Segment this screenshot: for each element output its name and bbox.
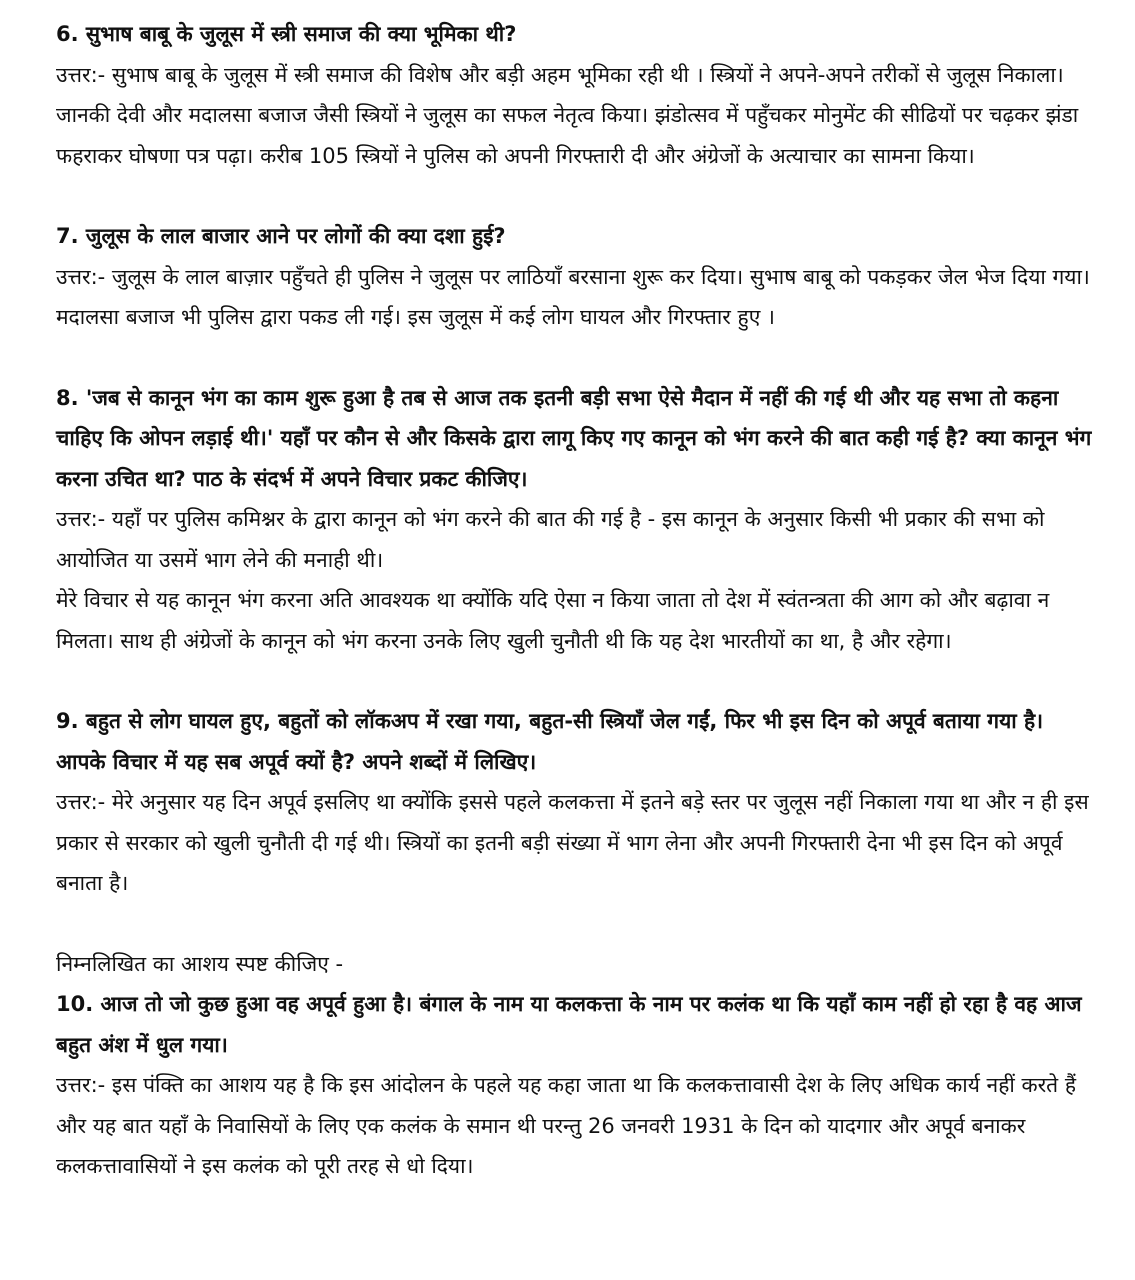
section-label: निम्नलिखित का आशय स्पष्ट कीजिए -	[56, 951, 344, 976]
answer-paragraph: मेरे विचार से यह कानून भंग करना अति आवश्यक था क्योंकि यदि ऐसा न किया जाता तो देश में स्वंतन्त्रता की आग को और बढ़ावा न मिलता। साथ ही अंग्रेजों के कानून को भंग करना उनके लिए खुली चुनौती थी कि यह देश भारतीयों का था, है और रहेगा।	[56, 588, 1050, 653]
answer-paragraph: उत्तर:- मेरे अनुसार यह दिन अपूर्व इसलिए था क्योंकि इससे पहले कलकत्ता में इतने बड़े स्तर पर जुलूस नहीं निकाला गया था और न ही इस प्रकार से सरकार को खुली चुनौती दी गई थी। स्त्रियों का इतनी बड़ी संख्या में भाग लेना और अपनी गिरफ्तारी देना भी इस दिन को अपूर्व बनाता है।	[56, 790, 1089, 895]
question-block-10	[56, 944, 1095, 1187]
question-text: 9. बहुत से लोग घायल हुए, बहुतों को लॉकअप में रखा गया, बहुत-सी स्त्रियाँ जेल गईं, फिर भी इस दिन को अपूर्व बताया गया है। आपके विचार में यह सब अपूर्व क्यों है? अपने शब्दों में लिखिए।	[56, 709, 1044, 774]
question-block-7	[56, 216, 1095, 338]
question-text: 7. जुलूस के लाल बाजार आने पर लोगों की क्या दशा हुई?	[56, 224, 506, 248]
question-block-9	[56, 701, 1095, 904]
answer-paragraph: उत्तर:- इस पंक्ति का आशय यह है कि इस आंदोलन के पहले यह कहा जाता था कि कलकत्तावासी देश के लिए अधिक कार्य नहीं करते हैं और यह बात यहाँ के निवासियों के लिए एक कलंक के समान थी परन्तु 26 जनवरी 1931 के दिन को यादगार और अपूर्व बनाकर कलकत्तावासियों ने इस कलंक को पूरी तरह से धो दिया।	[56, 1073, 1076, 1178]
answer-paragraph: उत्तर:- जुलूस के लाल बाज़ार पहुँचते ही पुलिस ने जुलूस पर लाठियाँ बरसाना शुरू कर दिया। सुभाष बाबू को पकड़कर जेल भेज दिया गया। मदालसा बजाज भी पुलिस द्वारा पकड ली गई। इस जुलूस में कई लोग घायल और गिरफ्तार हुए ।	[56, 264, 1090, 329]
question-text: 10. आज तो जो कुछ हुआ वह अपूर्व हुआ है। बंगाल के नाम या कलकत्ता के नाम पर कलंक था कि यहाँ काम नहीं हो रहा है वह आज बहुत अंश में धुल गया।	[56, 992, 1082, 1057]
question-block-6	[56, 14, 1095, 176]
question-text: 8. 'जब से कानून भंग का काम शुरू हुआ है तब से आज तक इतनी बड़ी सभा ऐसे मैदान में नहीं की गई थी और यह सभा तो कहना चाहिए कि ओपन लड़ाई थी।' यहाँ पर कौन से और किसके द्वारा लागू किए गए कानून को भंग करने की बात कही गई है? क्या कानून भंग करना उचित था? पाठ के संदर्भ में अपने विचार प्रकट कीजिए।	[56, 385, 1092, 491]
question-block-8	[56, 378, 1095, 662]
question-text: 6. सुभाष बाबू के जुलूस में स्त्री समाज की क्या भूमिका थी?	[56, 22, 517, 46]
answer-paragraph: उत्तर:- यहाँ पर पुलिस कमिश्नर के द्वारा कानून को भंग करने की बात की गई है - इस कानून के अनुसार किसी भी प्रकार की सभा को आयोजित या उसमें भाग लेने की मनाही थी।	[56, 507, 1045, 572]
answer-paragraph: उत्तर:- सुभाष बाबू के जुलूस में स्त्री समाज की विशेष और बड़ी अहम भूमिका रही थी । स्त्रियों ने अपने-अपने तरीकों से जुलूस निकाला। जानकी देवी और मदालसा बजाज जैसी स्त्रियों ने जुलूस का सफल नेतृत्व किया। झंडोत्सव में पहुँचकर मोनुमेंट की सीढियों पर चढ़कर झंडा फहराकर घोषणा पत्र पढ़ा। करीब 105 स्त्रियों ने पुलिस को अपनी गिरफ्तारी दी और अंग्रेजों के अत्याचार का सामना किया।	[56, 62, 1079, 168]
